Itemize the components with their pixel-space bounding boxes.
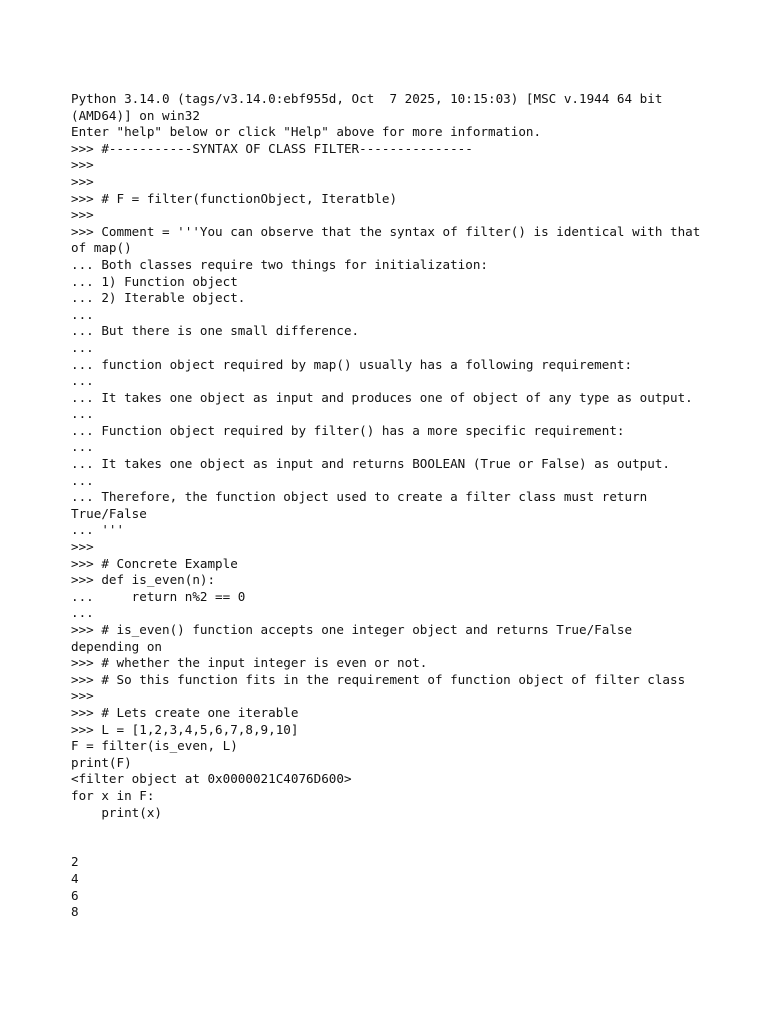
console-line: >>> def is_even(n): (71, 572, 216, 588)
console-line: F = filter(is_even, L) (71, 738, 238, 754)
console-line: >>> (71, 688, 94, 704)
console-line: >>> (71, 539, 94, 555)
console-line: ... 1) Function object (71, 273, 238, 289)
console-line: print(F) (71, 754, 132, 770)
console-line: >>> # So this function fits in the requirement of function object of filter class (71, 671, 686, 687)
console-line (71, 821, 711, 838)
console-line: Python 3.14.0 (tags/v3.14.0:ebf955d, Oct 7 2025, 10:15:03) [MSC v.1944 64 bit (71, 91, 663, 106)
console-line: ... 2) Iterable object. (71, 290, 246, 306)
console-line: ... (71, 306, 94, 322)
console-line: >>> # is_even() function accepts one integer object and returns True/False (71, 622, 633, 637)
console-line: >>> (71, 173, 94, 189)
console-line: of map() (71, 240, 132, 256)
console-line: Enter "help" below or click "Help" above for more information. (71, 124, 542, 140)
console-line: >>> # F = filter(functionObject, Iteratble) (71, 190, 398, 206)
console-line: ... (71, 472, 94, 488)
console-line: >>> #-----------SYNTAX OF CLASS FILTER--------------- (71, 140, 473, 156)
console-line (71, 838, 711, 855)
console-line: >>> # whether the input integer is even or not. (71, 655, 428, 671)
console-line: ... return n%2 == 0 (71, 588, 246, 604)
console-line: ... Therefore, the function object used to create a filter class must return (71, 489, 648, 505)
console-line: ... (71, 373, 94, 389)
console-line: depending on (71, 638, 162, 654)
console-line: 8 (71, 904, 79, 920)
console-line: (AMD64)] on win32 (71, 107, 200, 123)
console-line: ... It takes one object as input and returns BOOLEAN (True or False) as output. (71, 456, 670, 472)
console-line: True/False (71, 505, 147, 521)
console-line: print(x) (71, 804, 162, 820)
console-line: 2 (71, 854, 79, 870)
console-line: for x in F: (71, 787, 155, 803)
console-line: <filter object at 0x0000021C4076D600> (71, 771, 352, 787)
console-line: 6 (71, 887, 79, 903)
console-line: ... Function object required by filter() has a more specific requirement: (71, 422, 625, 438)
console-line: >>> # Concrete Example (71, 555, 238, 571)
console-line: ... But there is one small difference. (71, 323, 360, 339)
console-line: ... Both classes require two things for initialization: (71, 256, 489, 272)
console-line: >>> Comment = '''You can observe that the syntax of filter() is identical with that (71, 223, 701, 239)
console-line: ... (71, 339, 94, 355)
console-line: ... It takes one object as input and produces one of object of any type as output. (71, 389, 693, 405)
python-shell-output[interactable] (71, 91, 711, 921)
console-line: ... (71, 605, 94, 621)
console-line: ... ''' (71, 522, 125, 538)
console-line: >>> L = [1,2,3,4,5,6,7,8,9,10] (71, 721, 299, 737)
console-line: 4 (71, 870, 79, 886)
console-line: ... function object required by map() usually has a following requirement: (71, 356, 633, 372)
console-line: >>> (71, 157, 94, 173)
console-line: ... (71, 439, 94, 455)
console-line: >>> # Lets create one iterable (71, 704, 299, 720)
console-line: ... (71, 406, 94, 422)
console-line: >>> (71, 207, 94, 223)
